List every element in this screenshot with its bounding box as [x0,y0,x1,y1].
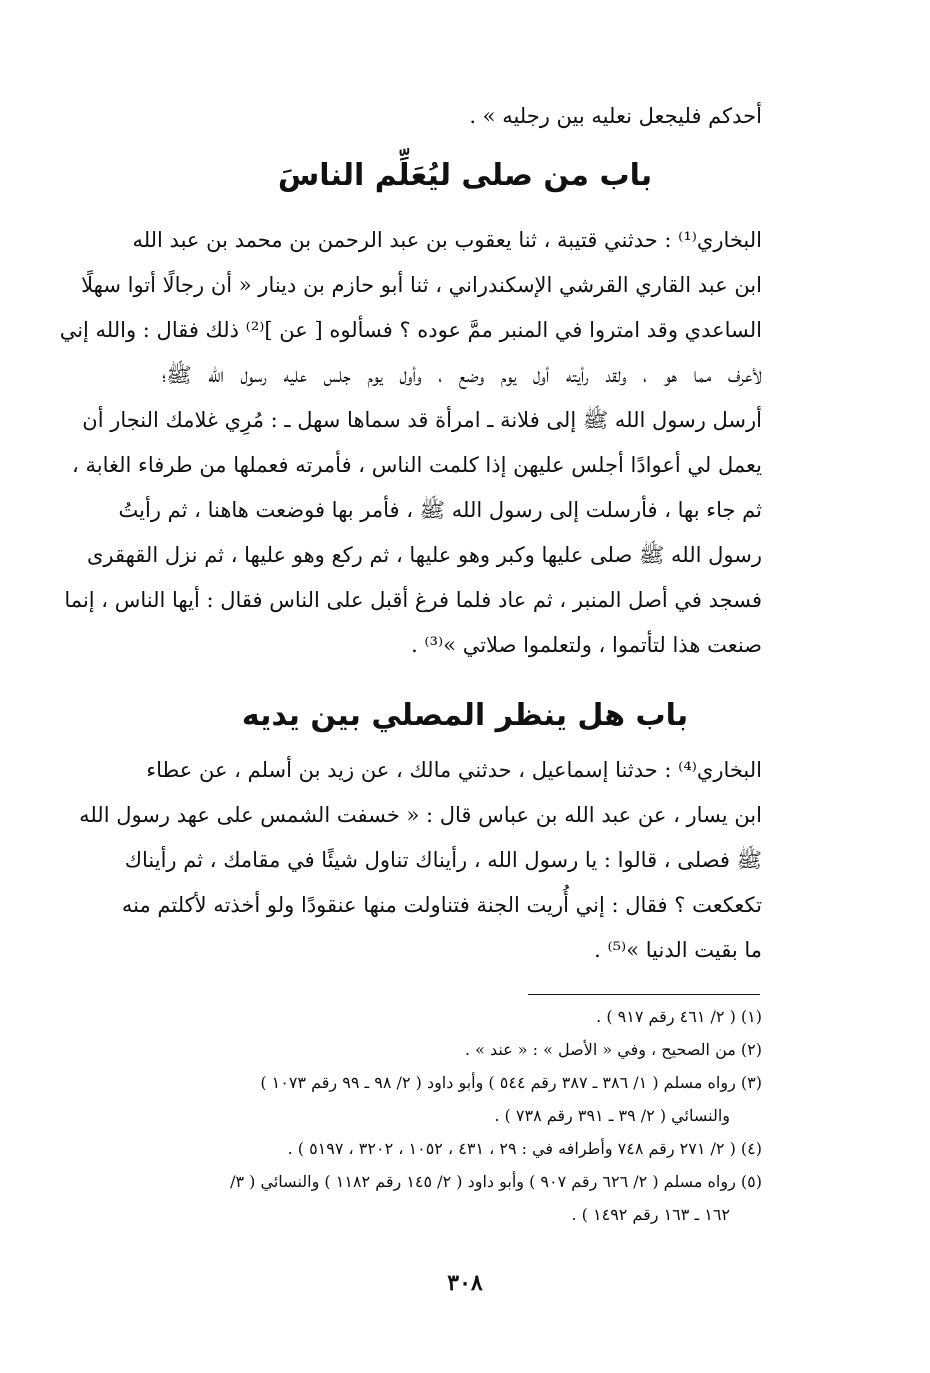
footnote-line: (١) ( ٢/ ٤٦١ رقم ٩١٧ ) . [596,1007,762,1026]
text-line: ابن عبد القاري القرشي الإسكندراني ، ثنا أبو حازم بن دينار « أن رجالًا أتوا سهلًا [81,273,762,297]
text-line: تكعكعت ؟ فقال : إني أُريت الجنة فتناولت منها عنقودًا ولو أخذته لأكلتم منه [121,893,762,917]
text-line: ابن يسار ، عن عبد الله بن عباس قال : « خسفت الشمس على عهد رسول الله [79,803,762,827]
text-line: البخاري⁽⁴⁾ : حدثنا إسماعيل ، حدثني مالك ، عن زيد بن أسلم ، عن عطاء [146,758,762,782]
section-2-body [79,748,762,973]
footnotes [17,1000,762,1231]
text-line: يعمل لي أعوادًا أجلس عليهن إذا كلمت الناس ، فأمرته فعملها من طرفاء الغابة ، [72,453,762,477]
footnote-line: (٢) من الصحيح ، وفي « الأصل » : « عند » . [464,1040,762,1059]
text-line: ثم جاء بها ، فأرسلت إلى رسول الله ﷺ ، فأمر بها فوضعت هاهنا ، ثم رأيتُ [118,498,762,522]
footnote-line: والنسائي ( ٢/ ٣٩ ـ ٣٩١ رقم ٧٣٨ ) . [494,1106,730,1125]
text-line: الساعدي وقد امتروا في المنبر ممَّ عوده ؟ فسألوه [ عن ]⁽²⁾ ذلك فقال : والله إني [59,318,762,342]
footnote-line: (٣) رواه مسلم ( ١/ ٣٨٦ ـ ٣٨٧ رقم ٥٤٤ ) وأبو داود ( ٢/ ٩٨ ـ ٩٩ رقم ١٠٧٣ ) [260,1073,762,1092]
text-line: ما بقيت الدنيا »⁽⁵⁾ . [594,938,762,962]
opening-text [162,94,762,139]
text-line: فسجد في أصل المنبر ، ثم عاد فلما فرغ أقبل على الناس فقال : أيها الناس ، إنما [64,588,762,612]
text-line: أحدكم فليجعل نعليه بين رجليه » . [469,104,762,128]
text-line: ﷺ فصلى ، قالوا : يا رسول الله ، رأيناك تناول شيئًا في مقامك ، ثم رأيناك [124,848,762,872]
section-1-body [59,218,762,668]
text-line: صنعت هذا لتأتموا ، ولتعلموا صلاتي »⁽³⁾ . [411,633,762,657]
footnote-line: (٤) ( ٢/ ٢٧١ رقم ٧٤٨ وأطرافه في : ٢٩ ، ٤٣١ ، ١٠٥٢ ، ٣٢٠٢ ، ٥١٩٧ ) . [287,1139,762,1158]
footnote-divider [528,994,760,995]
page-number: ٣٠٨ [447,1270,483,1296]
footnote-line: (٥) رواه مسلم ( ٢/ ٦٢٦ رقم ٩٠٧ ) وأبو داود ( ٢/ ١٤٥ رقم ١١٨٢ ) والنسائي ( ٣/ [230,1172,762,1191]
text-line: أرسل رسول الله ﷺ إلى فلانة ـ امرأة قد سماها سهل ـ : مُرِي غلامك النجار أن [82,408,762,432]
section-heading-1: باب من صلى ليُعَلِّم الناسَ [277,158,653,193]
text-line: البخاري⁽¹⁾ : حدثني قتيبة ، ثنا يعقوب بن عبد الرحمن بن محمد بن عبد الله [132,228,762,252]
section-heading-2: باب هل ينظر المصلي بين يديه [241,698,689,733]
footnote-line: ١٦٢ ـ ١٦٣ رقم ١٤٩٢ ) . [571,1205,730,1224]
text-line: لأعرف مما هو ، ولقد رأيته أول يوم وضع ، وأول يوم جلس عليه رسول الله ﷺ؛ [162,363,762,387]
text-line: رسول الله ﷺ صلى عليها وكبر وهو عليها ، ثم ركع وهو عليها ، ثم نزل القهقرى [86,543,762,567]
